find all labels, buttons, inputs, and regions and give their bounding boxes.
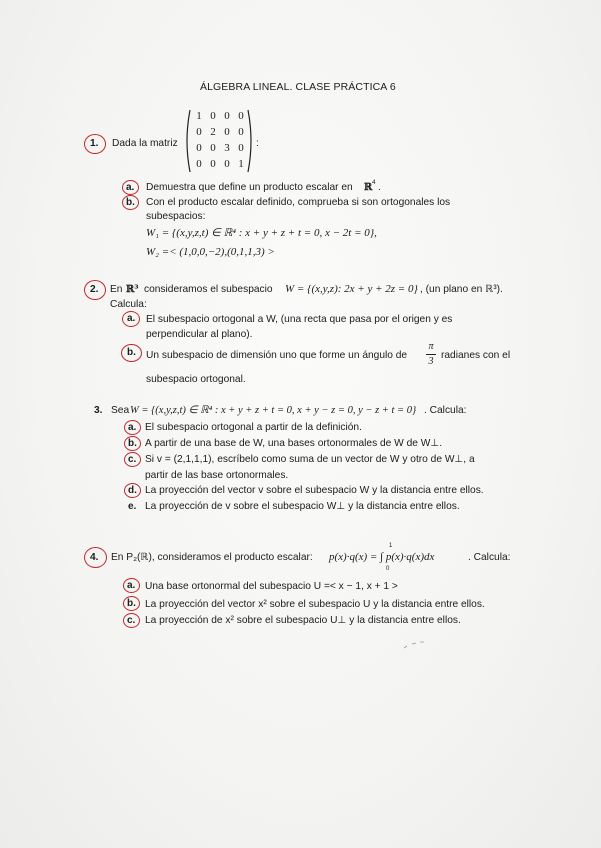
matrix-cell: 0	[210, 110, 216, 122]
ex4-c-mark: c.	[127, 615, 136, 626]
ex4-a-mark: a.	[127, 580, 136, 591]
matrix-cell: 0	[224, 158, 230, 170]
ex2-text-pre: En	[110, 284, 123, 295]
ex3-e-mark: e.	[128, 501, 137, 512]
ex3-w: W = {(x,y,z,t) ∈ ℝ⁴ : x + y + z + t = 0, x + y − z = 0, y − z + t = 0}	[130, 405, 417, 416]
ex2-b-num: π	[428, 341, 434, 352]
pencil-speck	[400, 640, 430, 652]
matrix-cell: 0	[238, 110, 244, 122]
matrix-cell: 3	[224, 142, 230, 154]
ex4-a-text: Una base ortonormal del subespacio U =< x − 1, x + 1 >	[145, 581, 398, 592]
ex1-a-mark: a.	[126, 182, 135, 193]
ex1-number: 1.	[90, 138, 99, 149]
ex4-int-top: 1	[389, 543, 393, 549]
ex3-c-line2: partir de las base ortonormales.	[145, 470, 289, 481]
ex4-text-post: . Calcula:	[468, 552, 511, 563]
ex3-c-mark: c.	[128, 454, 137, 465]
matrix-cell: 0	[224, 126, 230, 138]
ex4-text-pre: En P₂(ℝ), consideramos el producto escalar:	[111, 552, 313, 563]
ex2-calcula: Calcula:	[110, 299, 147, 310]
ex1-w2: W₂ =< (1,0,0,−2),(0,1,1,3) >	[146, 246, 275, 258]
ex3-d-text: La proyección del vector v sobre el subespacio W y la distancia entre ellos.	[145, 485, 484, 496]
ex1-a-end: .	[378, 182, 381, 193]
ex2-b-mark: b.	[127, 347, 136, 358]
ex3-b-mark: b.	[128, 438, 137, 449]
matrix-cell: 0	[196, 142, 202, 154]
ex4-int-bottom: 0	[386, 566, 390, 572]
matrix-cell: 1	[238, 158, 244, 170]
ex1-colon: :	[256, 138, 259, 149]
matrix-cell: 0	[196, 126, 202, 138]
ex2-b-post: radianes con el	[441, 350, 511, 361]
ex2-a-line1: El subespacio ortogonal a W, (una recta que pasa por el origen y es	[146, 314, 453, 325]
matrix-cell: 2	[210, 126, 216, 138]
ex3-b-text: A partir de una base de W, una bases ortonormales de W de W⊥.	[145, 438, 443, 449]
ex1-w1: W₁ = {(x,y,z,t) ∈ ℝ⁴ : x + y + z + t = 0, x − 2t = 0},	[146, 227, 377, 239]
ex3-text-post: . Calcula:	[424, 405, 467, 416]
ex3-text-pre: Sea	[111, 405, 130, 416]
ex1-b-text2: subespacios:	[146, 211, 206, 222]
ex2-w: W = {(x,y,z): 2x + y + 2z = 0}	[285, 283, 418, 295]
ex1-intro: Dada la matriz	[112, 138, 178, 149]
ex3-d-mark: d.	[128, 485, 137, 496]
ex2-text-post: , (un plano en ℝ³).	[420, 284, 503, 295]
ex1-a-exp: 4	[372, 179, 376, 186]
ex2-number: 2.	[90, 284, 99, 295]
ex4-c-text: La proyección de x² sobre el subespacio U⊥ y la distancia entre ellos.	[145, 615, 461, 626]
ex2-b-den: 3	[428, 356, 434, 367]
matrix-cell: 0	[210, 142, 216, 154]
ex3-e-text: La proyección de v sobre el subespacio W⊥ y la distancia entre ellos.	[145, 501, 460, 512]
ex4-formula: p(x)·q(x) = ∫ p(x)·q(x)dx	[329, 551, 435, 563]
ex4-number: 4.	[90, 552, 99, 563]
ex2-space: ℝ³	[126, 284, 139, 295]
ex2-b-line2: subespacio ortogonal.	[146, 374, 246, 385]
ex2-a-line2: perpendicular al plano).	[146, 329, 253, 340]
ex3-number: 3.	[94, 405, 103, 416]
page-title: ÁLGEBRA LINEAL. CLASE PRÁCTICA 6	[200, 81, 396, 93]
ex3-c-line1: Si v = (2,1,1,1), escríbelo como suma de un vector de W y otro de W⊥, a	[145, 454, 475, 465]
ex1-a-space: ℝ	[364, 182, 373, 193]
ex3-a-text: El subespacio ortogonal a partir de la definición.	[145, 422, 362, 433]
ex4-b-mark: b.	[127, 598, 136, 609]
ex1-b-mark: b.	[126, 197, 135, 208]
ex1-a-text: Demuestra que define un producto escalar en	[146, 182, 353, 193]
matrix-cell: 0	[210, 158, 216, 170]
matrix	[184, 108, 254, 174]
ex2-a-mark: a.	[127, 313, 136, 324]
ex1-b-text1: Con el producto escalar definido, comprueba si son ortogonales los	[146, 197, 451, 208]
matrix-cell: 0	[238, 126, 244, 138]
matrix-cell: 0	[238, 142, 244, 154]
ex4-b-text: La proyección del vector x² sobre el subespacio U y la distancia entre ellos.	[145, 599, 485, 610]
matrix-cell: 1	[196, 110, 202, 122]
ex2-b-pre: Un subespacio de dimensión uno que forme un ángulo de	[146, 350, 408, 361]
matrix-cell: 0	[224, 110, 230, 122]
ex3-a-mark: a.	[128, 422, 137, 433]
matrix-cell: 0	[196, 158, 202, 170]
ex2-text-mid: consideramos el subespacio	[144, 284, 273, 295]
fraction-line	[426, 354, 436, 355]
